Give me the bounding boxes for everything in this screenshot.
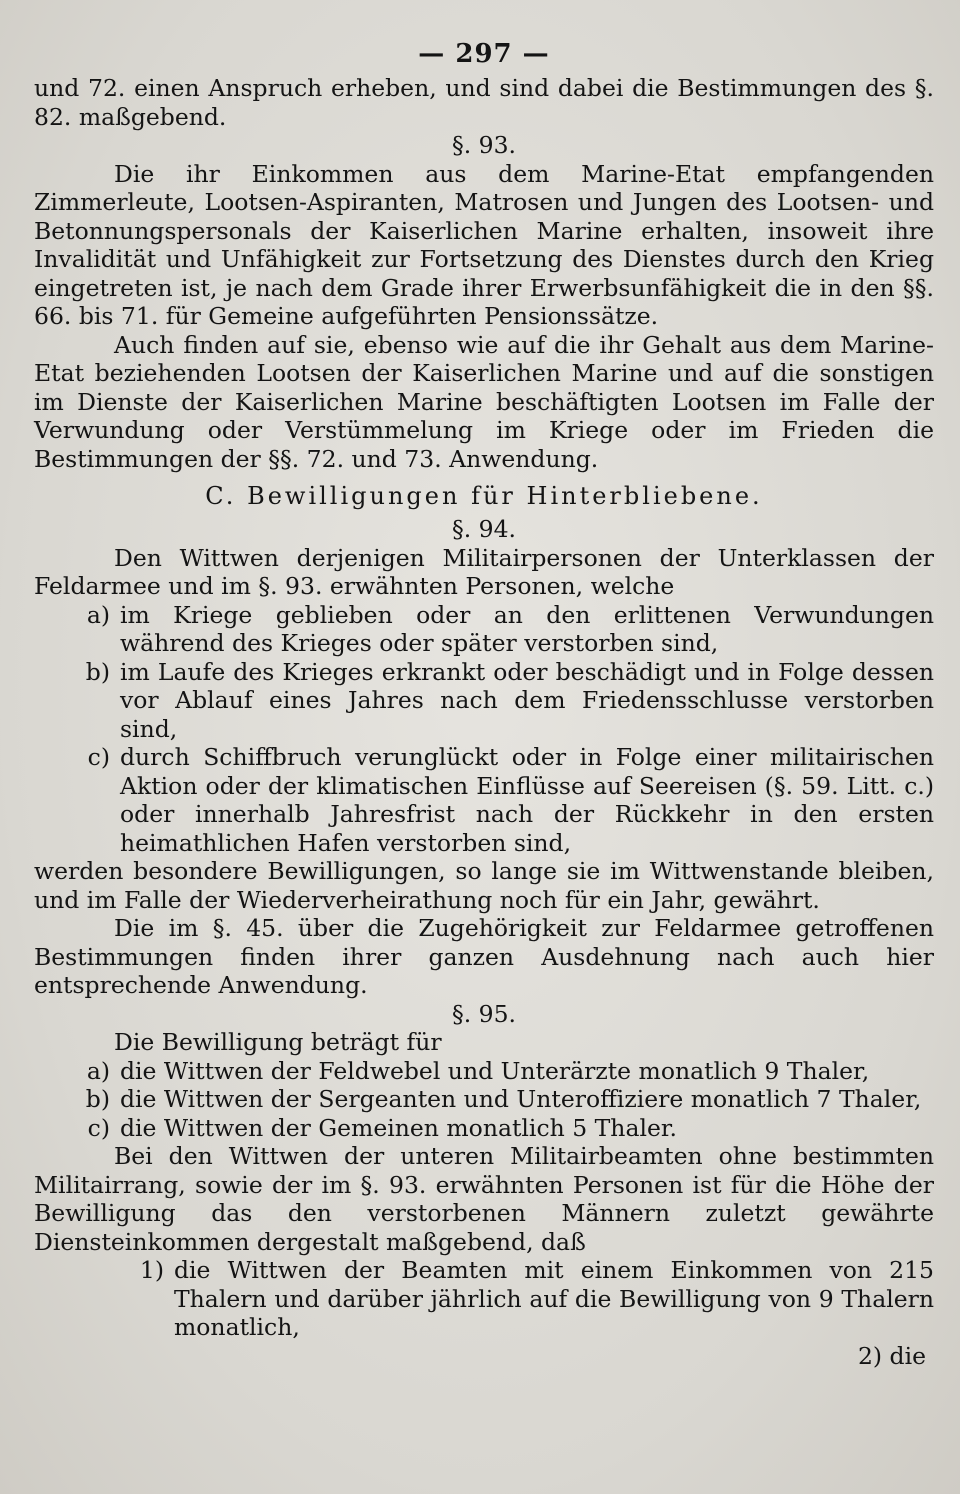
list-item-label: 1): [139, 1256, 164, 1284]
list-item-label: a): [86, 1056, 110, 1085]
list-item-text: die Wittwen der Feldwebel und Unterärzte monatlich 9 Thaler,: [120, 1056, 870, 1085]
catchword: 2) die: [857, 1341, 926, 1370]
intro-paragraph: und 72. einen Anspruch erheben, und sind dabei die Bestimmungen des §. 82. maßgebend.: [34, 74, 934, 131]
list-item-label: b): [85, 657, 110, 686]
list-item-label: c): [87, 1113, 110, 1142]
section-95-title: §. 95.: [451, 999, 517, 1028]
list-item: [34, 1057, 934, 1086]
list-item-text: die Wittwen der Sergeanten und Unteroffiziere monatlich 7 Thaler,: [120, 1085, 922, 1113]
section-94-title: §. 94.: [451, 515, 517, 543]
list-item: [34, 1085, 934, 1114]
section-94-intro: Den Wittwen derjenigen Militairpersonen der Unterklassen der Feldarmee und im §. 93. erwähnten Personen, welche: [34, 543, 934, 600]
section-93-paragraph-2: Auch finden auf sie, ebenso wie auf die ihr Gehalt aus dem Marine-Etat beziehenden Lootsen der Kaiserlichen Marine und auf die sonstigen im Dienste der Kaiserlichen Marine beschäftigten Lootsen im Falle der Verwundung oder Verstümmelung im Kriege oder im Frieden die Bestimmungen der §§. 72. und 73. Anwendung.: [34, 330, 934, 473]
list-item-label: b): [85, 1085, 110, 1113]
list-item: [34, 1256, 934, 1342]
list-item-text: die Wittwen der Gemeinen monatlich 5 Thaler.: [120, 1113, 678, 1142]
list-item: [34, 743, 934, 857]
section-95-paragraph-2: Bei den Wittwen der unteren Militairbeamten ohne bestimmten Militairrang, sowie der im §. 93. erwähnten Personen ist für die Höhe der Bewilligung das den verstorbenen Männern zuletzt gewährte Diensteinkommen dergestalt maßgebend, daß: [34, 1142, 934, 1256]
list-item: [34, 658, 934, 744]
section-95-intro: Die Bewilligung beträgt für: [114, 1028, 442, 1056]
section-93-title: §. 93.: [451, 131, 517, 159]
page-number: — 297 —: [418, 39, 550, 69]
list-item-label: a): [86, 600, 110, 629]
section-94-paragraph-2: Die im §. 45. über die Zugehörigkeit zur Feldarmee getroffenen Bestimmungen finden ihrer ganzen Ausdehnung nach auch hier entsprechende Anwendung.: [34, 914, 934, 999]
list-item-text: im Laufe des Krieges erkrankt oder beschädigt und in Folge dessen vor Ablauf eines Jahres nach dem Friedensschlusse verstorben sind,: [120, 657, 934, 743]
list-item-label: c): [87, 743, 110, 771]
list-item: [34, 601, 934, 658]
section-93-paragraph-1: Die ihr Einkommen aus dem Marine-Etat empfangenden Zimmerleute, Lootsen-Aspiranten, Matrosen und Jungen des Lootsen- und Betonnungspersonals der Kaiserlichen Marine erhalten, insoweit ihre Invalidität und Unfähigkeit zur Fortsetzung des Dienstes durch den Krieg eingetreten ist, je nach dem Grade ihrer Erwerbsunfähigkeit die in den §§. 66. bis 71. für Gemeine aufgeführten Pensionssätze.: [34, 159, 934, 330]
list-item-text: durch Schiffbruch verunglückt oder in Folge einer militairischen Aktion oder der klimatischen Einflüsse auf Seereisen (§. 59. Litt. c.) oder innerhalb Jahresfrist nach der Rückkehr in den ersten heimathlichen Hafen verstorben sind,: [120, 743, 934, 857]
list-item-text: im Kriege geblieben oder an den erlittenen Verwundungen während des Krieges oder später verstorben sind,: [120, 600, 934, 657]
section-c-heading: C. Bewilligungen für Hinterbliebene.: [205, 482, 763, 510]
section-94-after: werden besondere Bewilligungen, so lange sie im Wittwenstande bleiben, und im Falle der Wiederverheirathung noch für ein Jahr, gewährt.: [34, 857, 934, 914]
list-item: [34, 1114, 934, 1143]
list-item-text: die Wittwen der Beamten mit einem Einkommen von 215 Thalern und darüber jährlich auf die Bewilligung von 9 Thalern monatlich,: [174, 1256, 934, 1341]
